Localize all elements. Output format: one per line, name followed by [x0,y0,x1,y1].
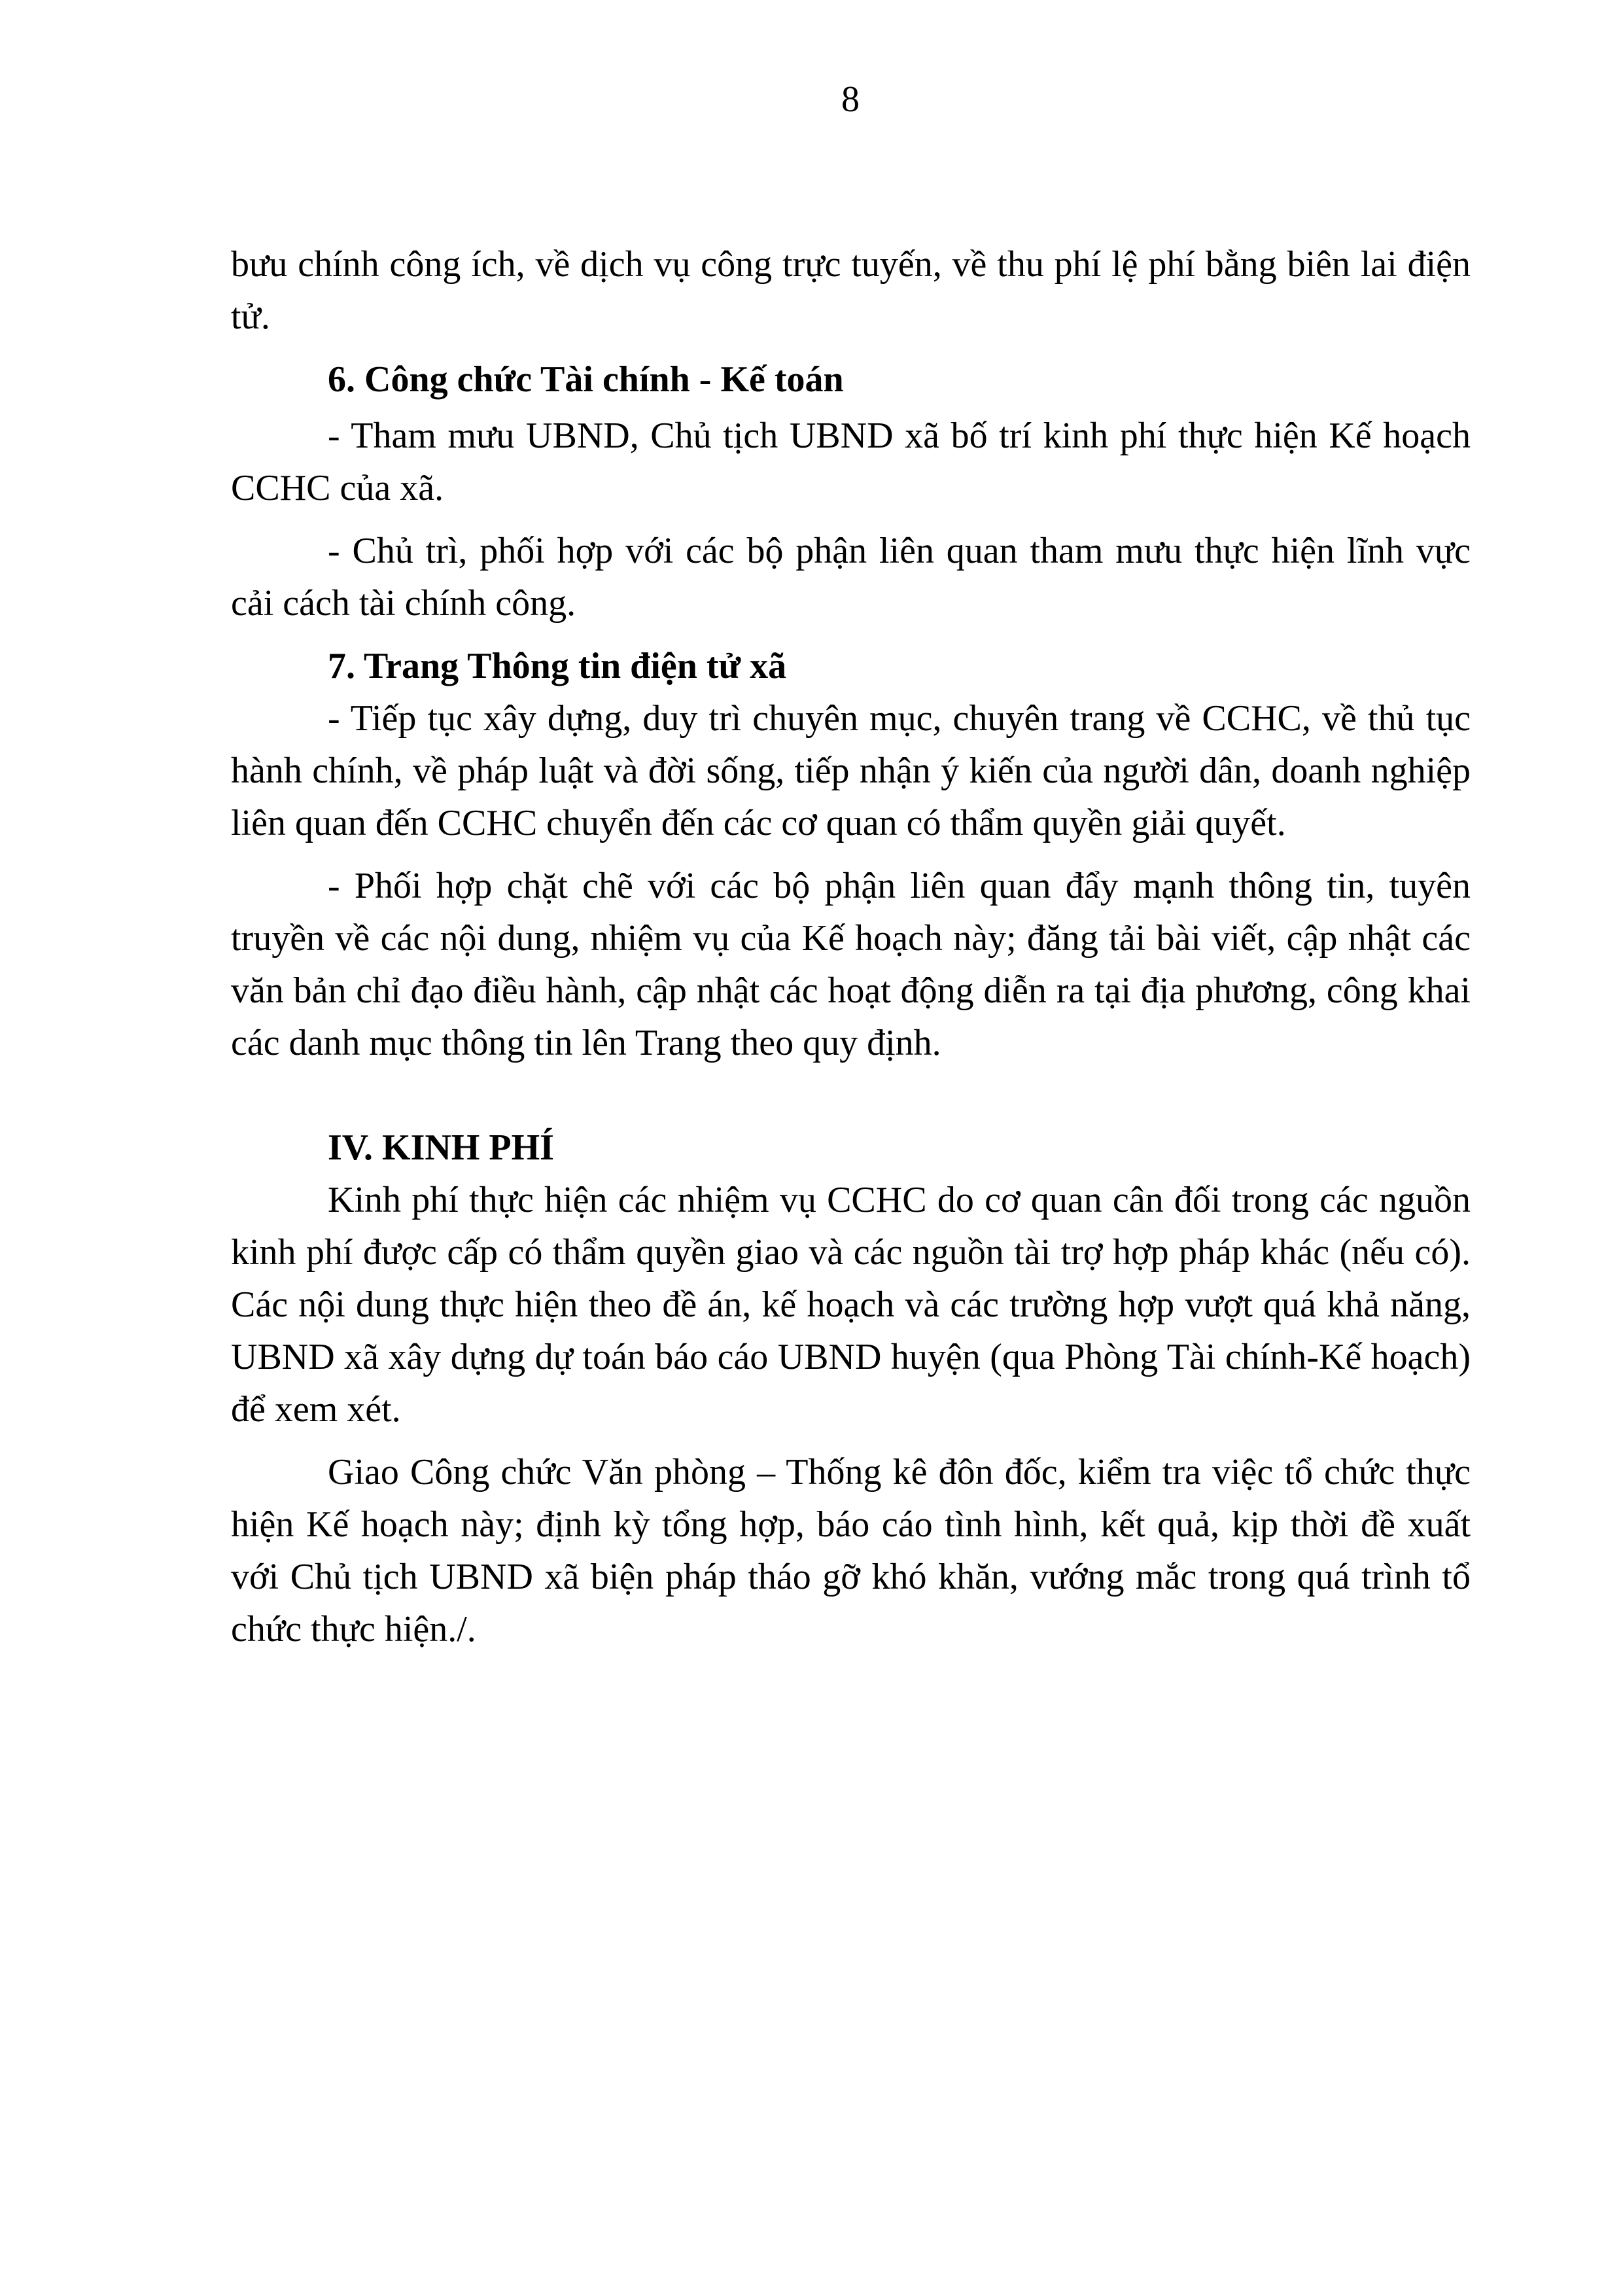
section-heading-commune-website: 7. Trang Thông tin điện tử xã [328,646,787,686]
paragraph-funding-details: Kinh phí thực hiện các nhiệm vụ CCHC do cơ quan cân đối trong các nguồn kinh phí được cấp có thẩm quyền giao và các nguồn tài trợ hợp pháp khác (nếu có). Các nội dung thực hiện theo đề án, kế hoạch và các trường hợp vượt quá khả năng, UBND xã xây dựng dự toán báo cáo UBND huyện (qua Phòng Tài chính-Kế hoạch) để xem xét. [231,1180,1471,1430]
section-heading-funding: IV. KINH PHÍ [328,1127,554,1168]
paragraph-public-finance-reform: - Chủ trì, phối hợp với các bộ phận liên quan tham mưu thực hiện lĩnh vực cải cách tài chính công. [231,531,1471,624]
document-body [231,238,1471,1655]
section-heading-finance-officer: 6. Công chức Tài chính - Kế toán [328,359,844,400]
paragraph-website-maintenance: - Tiếp tục xây dựng, duy trì chuyên mục, chuyên trang về CCHC, về thủ tục hành chính, về pháp luật và đời sống, tiếp nhận ý kiến của người dân, doanh nghiệp liên quan đến CCHC chuyển đến các cơ quan có thẩm quyền giải quyết. [231,698,1471,843]
paragraph-assignment-office: Giao Công chức Văn phòng – Thống kê đôn đốc, kiểm tra việc tổ chức thực hiện Kế hoạch này; định kỳ tổng hợp, báo cáo tình hình, kết quả, kịp thời đề xuất với Chủ tịch UBND xã biện pháp tháo gỡ khó khăn, vướng mắc trong quá trình tổ chức thực hiện./. [231,1452,1471,1650]
paragraph-postal-services: bưu chính công ích, về dịch vụ công trực tuyến, về thu phí lệ phí bằng biên lai điện tử. [231,244,1471,337]
page-number: 8 [841,79,860,120]
paragraph-website-coordination: - Phối hợp chặt chẽ với các bộ phận liên quan đẩy mạnh thông tin, tuyên truyền về các nội dung, nhiệm vụ của Kế hoạch này; đăng tải bài viết, cập nhật các văn bản chỉ đạo điều hành, cập nhật các hoạt động diễn ra tại địa phương, công khai các danh mục thông tin lên Trang theo quy định. [231,866,1471,1063]
paragraph-advise-budget: - Tham mưu UBND, Chủ tịch UBND xã bố trí kinh phí thực hiện Kế hoạch CCHC của xã. [231,415,1471,508]
